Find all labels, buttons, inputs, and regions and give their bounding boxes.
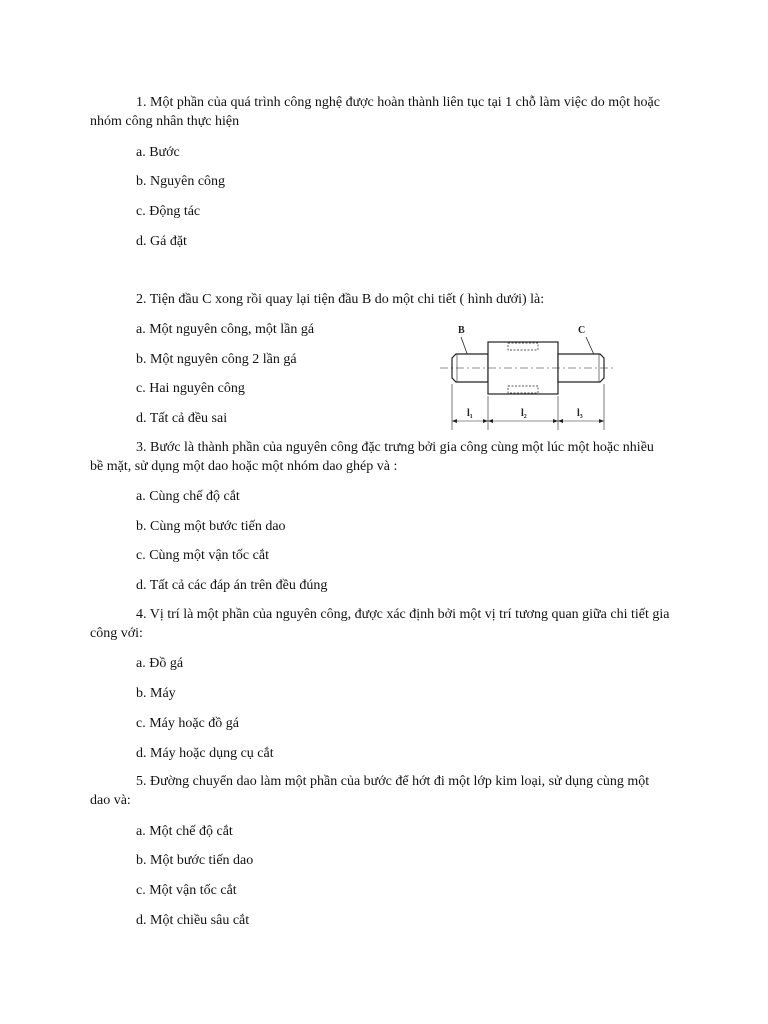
question-2-stem: 2. Tiện đầu C xong rồi quay lại tiện đầu B do một chi tiết ( hình dưới) là: xyxy=(136,292,545,307)
label-b: B xyxy=(458,325,465,336)
label-c: C xyxy=(578,325,586,336)
question-2-option-d: d. Tất cả đều sai xyxy=(136,411,228,426)
question-1-option-a: a. Bước xyxy=(136,145,180,160)
question-1-option-c: c. Động tác xyxy=(136,204,201,219)
dim-label-2: l₂ xyxy=(521,408,527,419)
question-2-option-a: a. Một nguyên công, một lần gá xyxy=(136,322,315,337)
question-2-option-b: b. Một nguyên công 2 lần gá xyxy=(136,352,297,367)
question-5-option-d: d. Một chiều sâu cắt xyxy=(136,913,250,928)
question-4-option-d: d. Máy hoặc dụng cụ cắt xyxy=(136,746,274,761)
question-3-option-b: b. Cùng một bước tiến dao xyxy=(136,519,286,534)
dim-label-1: l₁ xyxy=(467,408,473,419)
question-3-option-c: c. Cùng một vận tốc cắt xyxy=(136,548,269,563)
question-5-option-c: c. Một vận tốc cắt xyxy=(136,883,237,898)
question-1-option-b: b. Nguyên công xyxy=(136,174,226,189)
question-5-stem: 5. Đường chuyển dao làm một phần của bước để hớt đi một lớp kim loại, sử dụng cùng một dao và: xyxy=(90,774,650,808)
shaft-diagram xyxy=(436,318,620,434)
question-4-stem: 4. Vị trí là một phần của nguyên công, được xác định bởi một vị trí tương quan giữa chi tiết gia công với: xyxy=(90,607,670,641)
question-4-option-b: b. Máy xyxy=(136,686,176,701)
question-3-stem: 3. Bước là thành phần của nguyên công đặc trưng bởi gia công cùng một lúc một hoặc nhiều bề mặt, sử dụng một dao hoặc một nhóm dao ghép và : xyxy=(90,440,654,474)
question-2-option-c: c. Hai nguyên công xyxy=(136,381,245,396)
question-4-option-c: c. Máy hoặc đồ gá xyxy=(136,716,240,731)
dim-label-3: l₃ xyxy=(577,408,583,419)
question-5-option-b: b. Một bước tiến dao xyxy=(136,853,254,868)
question-1-option-d: d. Gá đặt xyxy=(136,234,187,249)
question-5-option-a: a. Một chế độ cắt xyxy=(136,824,233,839)
question-1-stem: 1. Một phần của quá trình công nghệ được hoàn thành liên tục tại 1 chỗ làm việc do một hoặc nhóm công nhân thực hiện xyxy=(90,95,660,129)
question-3-option-a: a. Cùng chế độ cắt xyxy=(136,489,240,504)
question-3-option-d: d. Tất cả các đáp án trên đều đúng xyxy=(136,578,328,593)
question-4-option-a: a. Đồ gá xyxy=(136,656,184,671)
